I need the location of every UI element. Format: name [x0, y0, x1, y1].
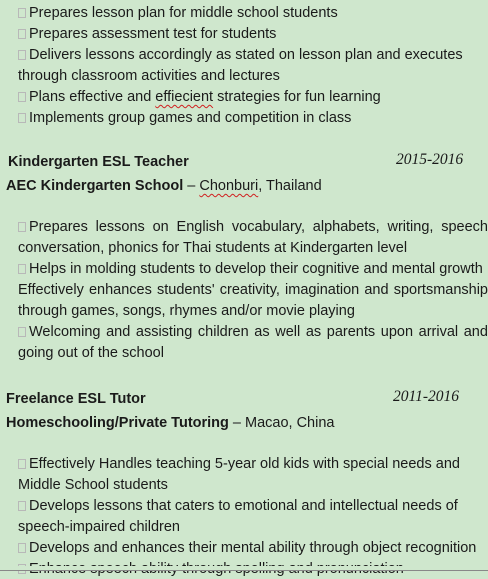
bullet-text: Helps in molding students to develop their cognitive and mental growth [29, 261, 483, 277]
bullet-text: Prepares lesson plan for middle school students [29, 5, 338, 21]
bullet-icon [18, 29, 26, 39]
job-dates: 2011-2016 [393, 388, 460, 405]
word-group [18, 217, 88, 237]
word: vocabulary, [231, 219, 305, 235]
list-item [18, 259, 483, 279]
bullet-icon [18, 50, 26, 60]
word: sportsmanship [393, 282, 488, 298]
word: Effectively [18, 282, 84, 298]
bullet-icon [18, 264, 26, 274]
word-group [18, 322, 100, 342]
location: – Macao, China [228, 415, 335, 431]
bullet-continuation: through games, songs, rhymes and/or movie playing [18, 303, 355, 319]
word: and [364, 282, 389, 298]
bullet-continuation: going out of the school [18, 345, 164, 361]
word: English [176, 219, 225, 235]
bullet-text: Develops and enhances their mental ability through object recognition [29, 540, 477, 556]
bullet-icon [18, 327, 26, 337]
word: arrival [418, 324, 459, 340]
job-title: Freelance ESL Tutor [6, 391, 146, 407]
employer-name: Homeschooling/Private Tutoring [6, 415, 229, 431]
bullet-text: Plans effective and [29, 89, 156, 105]
word: as [254, 324, 270, 340]
word: creativity, [219, 282, 280, 298]
word: lessons [95, 219, 145, 235]
bullet-icon [18, 459, 26, 469]
job-title: Kindergarten ESL Teacher [8, 154, 189, 170]
list-item [18, 45, 463, 65]
word: well [275, 324, 301, 340]
word: assisting [135, 324, 193, 340]
bullet-icon [18, 113, 26, 123]
list-item [18, 108, 351, 128]
bullet-text: strategies for fun learning [213, 89, 381, 105]
bullet-icon [18, 501, 26, 511]
word: Welcoming [29, 324, 101, 340]
employer-line [6, 176, 322, 196]
bullet-icon [18, 92, 26, 102]
list-item [18, 24, 276, 44]
list-item [18, 217, 488, 237]
bullet-continuation: Middle School students [18, 477, 168, 493]
list-item [18, 3, 338, 23]
bullet-text: Implements group games and competition in class [29, 110, 352, 126]
word: Prepares [29, 219, 88, 235]
location-rest: , Thailand [258, 178, 322, 194]
word: enhances [88, 282, 152, 298]
list-item [18, 87, 381, 107]
word: parents [326, 324, 376, 340]
word: imagination [285, 282, 360, 298]
location-city[interactable]: Chonburi [199, 178, 259, 194]
employer-name: AEC Kindergarten School [6, 178, 184, 194]
job-dates: 2015-2016 [396, 151, 464, 168]
word: on [152, 219, 169, 235]
bullet-continuation: through classroom activities and lectures [18, 68, 280, 84]
word: and [463, 324, 488, 340]
word: children [197, 324, 249, 340]
bullet-icon [18, 8, 26, 18]
word: and [106, 324, 131, 340]
word: students' [157, 282, 215, 298]
list-item [18, 454, 460, 474]
bullet-text: Effectively Handles teaching 5-year old kids with special needs and [29, 456, 460, 472]
list-item [18, 322, 488, 342]
bullet-icon [18, 222, 26, 232]
employer-line [6, 413, 334, 433]
word: upon [380, 324, 414, 340]
bullet-icon [18, 543, 26, 553]
word: speech [441, 219, 488, 235]
list-item [18, 496, 458, 516]
list-item [18, 538, 476, 558]
bullet-continuation [18, 280, 488, 300]
bullet-text: Prepares assessment test for students [29, 26, 277, 42]
bullet-text: Delivers lessons accordingly as stated on lesson plan and executes [29, 47, 463, 63]
bullet-continuation: speech-impaired children [18, 519, 180, 535]
word: writing, [387, 219, 434, 235]
bullet-text: Develops lessons that caters to emotional and intellectual needs of [29, 498, 458, 514]
dash: – [183, 178, 200, 194]
misspelled-word[interactable]: effiecient [155, 89, 214, 105]
bullet-continuation: conversation, phonics for Thai students at Kindergarten level [18, 240, 408, 256]
word: alphabets, [312, 219, 380, 235]
word: as [305, 324, 322, 340]
